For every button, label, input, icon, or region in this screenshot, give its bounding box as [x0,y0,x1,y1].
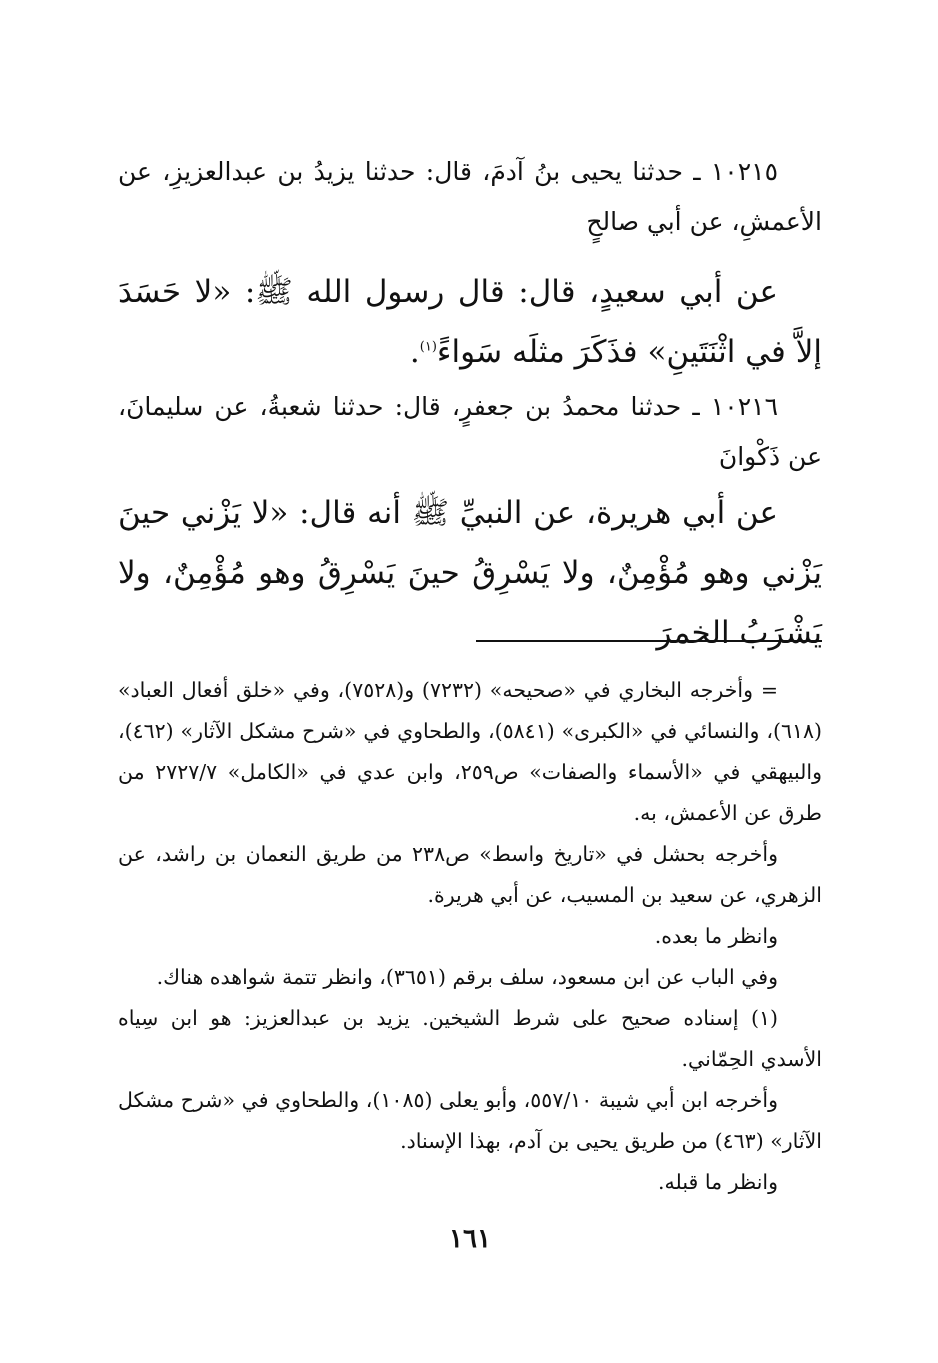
footnote-ref-1: (١) [419,339,437,355]
book-page [118,0,822,1363]
page-number: ١٦١ [449,1224,491,1254]
footnote-continuation: = وأخرجه البخاري في «صحيحه» (٧٢٣٢) و(٧٥٢٨)، وفي «خلق أفعال العباد» (٦١٨)، والنسائي في «الكبرى» (٥٨٤١)، والطحاوي في «شرح مشكل الآثار» (٤٦٢)، والبيهقي في «الأسماء والصفات» ص٢٥٩، وابن عدي في «الكامل» ٢٧٢٧/٧ من طرق عن الأعمش، به. [118,678,822,825]
hadith-10216-matn: عن أبي هريرة، عن النبيِّ ﷺ أنه قال: «لا يَزْني حينَ يَزْني وهو مُؤْمِنٌ، ولا يَسْرِقُ حينَ يَسْرِقُ وهو مُؤْمِنٌ، ولا يَشْرَبُ الخمرَ [118,495,822,651]
footnote-1: (١) إسناده صحيح على شرط الشيخين. يزيد بن عبدالعزيز: هو ابن سِياه الأسدي الحِمّاني. [118,1006,822,1071]
hadith-10215-isnad: ١٠٢١٥ ـ حدثنا يحيى بنُ آدمَ، قال: حدثنا يزيدُ بن عبدالعزيزِ، عن الأعمشِ، عن أبي صالحٍ [118,157,822,236]
hadith-10215-matn [118,262,822,382]
hadith-10215-matn-text: عن أبي سعيدٍ، قال: قال رسول الله ﷺ: «لا حَسَدَ إلاَّ في اثْنَتَينِ» فذَكَرَ مثلَه سَواءً [118,274,822,370]
footnote-paragraph: وانظر ما قبله. [658,1170,778,1194]
hadith-10216-isnad: ١٠٢١٦ ـ حدثنا محمدُ بن جعفرٍ، قال: حدثنا شعبةُ، عن سليمانَ، عن ذَكْوانَ [118,392,822,471]
footnote-separator [476,640,822,642]
footnote-paragraph: وانظر ما بعده. [654,924,778,948]
footnote-paragraph: وأخرجه ابن أبي شيبة ٥٥٧/١٠، وأبو يعلى (١٠٨٥)، والطحاوي في «شرح مشكل الآثار» (٤٦٣) من طريق يحيى بن آدم، بهذا الإسناد. [118,1088,822,1153]
hadith-10215-matn-end: . [409,334,420,370]
footnote-paragraph: وفي الباب عن ابن مسعود، سلف برقم (٣٦٥١)، وانظر تتمة شواهده هناك. [156,965,778,989]
footnote-paragraph: وأخرجه بحشل في «تاريخ واسط» ص٢٣٨ من طريق النعمان بن راشد، عن الزهري، عن سعيد بن المسيب، عن أبي هريرة. [118,842,822,907]
